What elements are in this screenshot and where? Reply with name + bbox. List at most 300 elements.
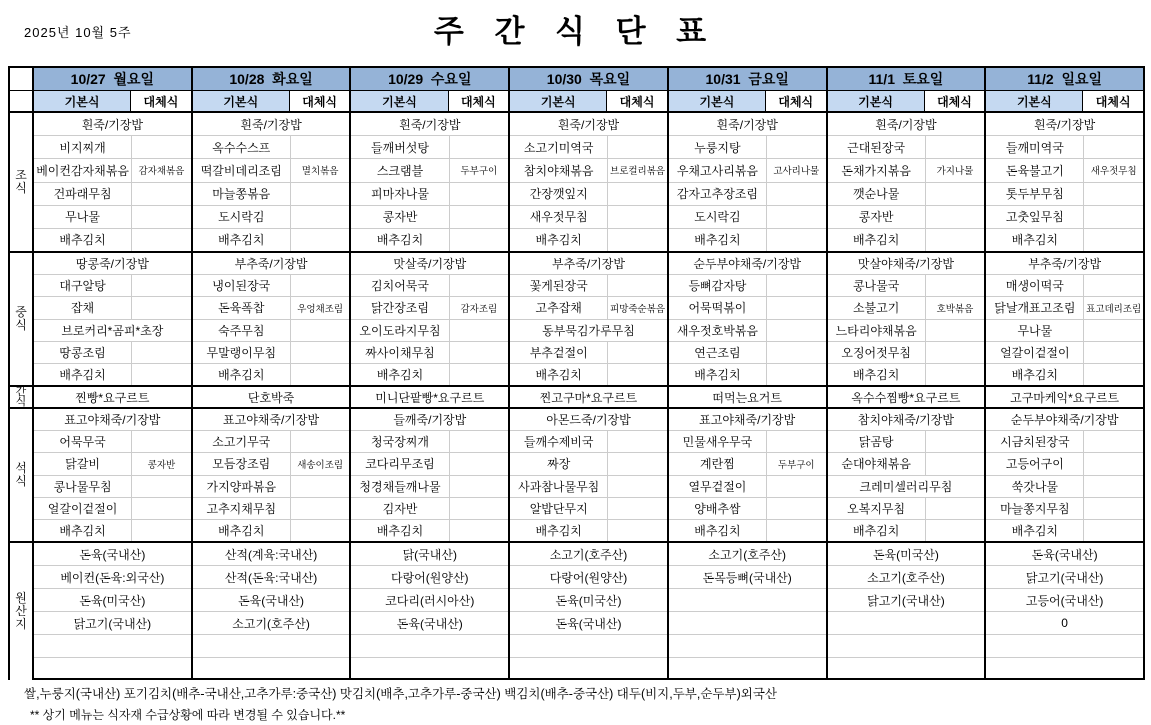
menu-item-alt (1083, 431, 1143, 452)
menu-row (669, 113, 826, 135)
day-section-lunch (349, 253, 508, 385)
menu-row (193, 296, 350, 318)
menu-row (351, 363, 508, 385)
basic-meal-header: 기본식 (193, 91, 290, 111)
menu-row (193, 319, 350, 341)
day-section-breakfast (349, 113, 508, 251)
corner-cell (10, 91, 32, 111)
origin-item: 코다리(러시아산) (351, 588, 508, 611)
day-header-10-29: 10/29 수요일 (349, 68, 508, 90)
menu-item-alt (925, 364, 985, 385)
menu-row (34, 228, 191, 251)
menu-item-alt (766, 183, 826, 205)
menu-row (510, 228, 667, 251)
footer-change-notice: ** 상기 메뉴는 식자재 수급상황에 따라 변경될 수 있습니다.** (30, 708, 346, 722)
menu-item-alt (766, 342, 826, 363)
menu-item-alt (290, 183, 350, 205)
origin-item (669, 588, 826, 611)
origin-item: 다랑어(원양산) (510, 565, 667, 588)
menu-item-main: 고춧잎무침 (1005, 210, 1064, 225)
menu-item-main: 배추김치 (694, 367, 741, 382)
menu-item-main: 돈채가지볶음 (841, 163, 911, 178)
day-section-dinner (32, 409, 191, 541)
menu-item-alt: 멸치볶음 (290, 159, 350, 181)
menu-item-alt (131, 229, 191, 251)
menu-row (351, 158, 508, 181)
menu-item-alt (290, 136, 350, 158)
menu-item-alt (131, 431, 191, 452)
menu-item-alt (766, 476, 826, 497)
meal-type-header (984, 91, 1143, 111)
day-header-11-1: 11/1 토요일 (826, 68, 985, 90)
menu-item-alt (925, 320, 985, 341)
page-title: 주 간 식 단 표 (433, 14, 718, 49)
menu-item-main: 참치야채죽/기장밥 (857, 413, 954, 428)
menu-item-main: 우채고사리볶음 (676, 163, 758, 178)
weekly-menu-table (8, 66, 1145, 680)
menu-item-main: 도시락김 (694, 210, 741, 225)
menu-row (986, 205, 1143, 228)
menu-item-alt (290, 229, 350, 251)
menu-row (669, 253, 826, 274)
basic-meal-header: 기본식 (34, 91, 131, 111)
menu-row (828, 363, 985, 385)
section-label-origin: 원 산 지 (10, 543, 32, 680)
menu-item-alt (607, 498, 667, 519)
menu-item-alt (607, 275, 667, 296)
meal-type-header (826, 91, 985, 111)
day-section-breakfast (32, 113, 191, 251)
menu-row (986, 158, 1143, 181)
origin-item: 닭고기(국내산) (828, 588, 985, 611)
menu-item-main: 고추지채무침 (206, 501, 277, 516)
menu-item-alt (1083, 453, 1143, 474)
menu-row (193, 409, 350, 430)
origin-item: 다랑어(원양산) (351, 565, 508, 588)
menu-item-main: 배추김치 (535, 523, 582, 538)
snack-item: 떠먹는요거트 (712, 390, 782, 405)
origin-item: 닭고기(국내산) (986, 565, 1143, 588)
menu-item-alt (925, 453, 985, 474)
menu-item-alt (925, 520, 985, 541)
menu-item-alt (1083, 476, 1143, 497)
menu-item-main: 돈육불고기 (1005, 163, 1064, 178)
day-section-dinner (191, 409, 350, 541)
menu-item-main: 배추김치 (376, 367, 424, 382)
menu-item-alt (1083, 275, 1143, 296)
menu-item-main: 피마자나물 (371, 187, 429, 202)
day-section-snack (191, 387, 350, 407)
menu-row (193, 228, 350, 251)
menu-item-main: 동부묵김가루무침 (542, 323, 635, 338)
menu-item-main: 민물새우무국 (682, 435, 753, 450)
menu-item-alt (766, 498, 826, 519)
menu-row (34, 135, 191, 158)
menu-item-alt (766, 364, 826, 385)
section-origin (10, 541, 1143, 680)
day-section-origin (32, 543, 191, 680)
menu-item-alt (290, 498, 350, 519)
menu-item-alt: 우엉채조림 (290, 297, 350, 318)
menu-item-alt (766, 275, 826, 296)
menu-item-main: 알밥단무지 (529, 501, 588, 516)
day-section-dinner (826, 409, 985, 541)
menu-item-main: 부추죽/기장밥 (1028, 257, 1102, 272)
menu-item-main: 오복지무침 (847, 501, 906, 516)
menu-item-main: 매생이떡국 (1005, 279, 1064, 294)
menu-row (828, 497, 985, 519)
menu-item-alt (449, 342, 509, 363)
menu-item-main: 오징어젓무침 (841, 345, 911, 360)
menu-row (828, 113, 985, 135)
menu-row (510, 363, 667, 385)
menu-row (986, 341, 1143, 363)
menu-item-alt (449, 275, 509, 296)
menu-item-alt (1083, 206, 1143, 228)
menu-item-main: 얼갈이겉절이 (1000, 345, 1070, 360)
menu-item-main: 시금치된장국 (1000, 435, 1070, 450)
day-header-10-27: 10/27 월요일 (32, 68, 191, 90)
menu-row (351, 205, 508, 228)
menu-item-main: 등뼈감자탕 (688, 279, 747, 294)
menu-row (510, 519, 667, 541)
menu-row (193, 182, 350, 205)
menu-row (510, 113, 667, 135)
menu-row (986, 253, 1143, 274)
menu-item-alt (449, 229, 509, 251)
meal-type-header (32, 91, 191, 111)
menu-item-main: 맛살야채죽/기장밥 (857, 257, 954, 272)
menu-item-main: 톳두부무침 (1005, 187, 1064, 202)
alt-meal-header: 대체식 (766, 91, 826, 111)
menu-item-alt (925, 342, 985, 363)
origin-item: 돈육(국내산) (1031, 547, 1098, 562)
menu-item-alt: 감자채볶음 (131, 159, 191, 181)
day-section-lunch (984, 253, 1143, 385)
menu-row (510, 497, 667, 519)
origin-item: 0 (986, 611, 1143, 634)
menu-item-alt: 피망죽순볶음 (607, 297, 667, 318)
menu-item-alt (290, 364, 350, 385)
menu-item-main: 흰죽/기장밥 (716, 117, 778, 132)
menu-item-main: 콩나물무침 (53, 479, 112, 494)
menu-item-main: 건파래무침 (53, 187, 112, 202)
menu-item-main: 얼갈이겉절이 (47, 501, 118, 516)
day-section-dinner (508, 409, 667, 541)
menu-row (351, 519, 508, 541)
menu-item-main: 순두부야채죽/기장밥 (1010, 413, 1119, 428)
origin-item (510, 634, 667, 657)
menu-item-alt (925, 431, 985, 452)
day-header-10-28: 10/28 화요일 (191, 68, 350, 90)
menu-row (193, 363, 350, 385)
menu-item-alt (607, 520, 667, 541)
section-lunch (10, 251, 1143, 385)
menu-item-alt (449, 498, 509, 519)
day-section-origin (984, 543, 1143, 680)
menu-item-alt (766, 297, 826, 318)
menu-item-main: 연근조림 (694, 345, 741, 360)
menu-item-alt (766, 136, 826, 158)
menu-item-alt: 고사리나물 (766, 159, 826, 181)
menu-row (828, 228, 985, 251)
menu-item-alt (1083, 498, 1143, 519)
menu-item-main: 마늘쫑볶음 (212, 187, 271, 202)
menu-row (510, 253, 667, 274)
menu-item-main: 고등어구이 (1005, 457, 1064, 472)
day-section-origin (667, 543, 826, 680)
menu-row (510, 274, 667, 296)
menu-row (986, 363, 1143, 385)
menu-item-main: 새우젓호박볶음 (676, 323, 758, 338)
menu-item-main: 짜장 (547, 457, 571, 472)
menu-item-alt (449, 453, 509, 474)
menu-item-main: 누룽지탕 (694, 140, 741, 155)
menu-item-alt (131, 520, 191, 541)
meal-type-header (667, 91, 826, 111)
alt-meal-header: 대체식 (449, 91, 509, 111)
menu-item-main: 표고야채죽/기장밥 (699, 413, 796, 428)
menu-item-main: 배추김치 (1011, 233, 1059, 248)
menu-row (828, 205, 985, 228)
menu-item-main: 닭갈비 (65, 457, 100, 472)
day-section-snack (984, 387, 1143, 407)
menu-row (669, 519, 826, 541)
menu-item-main: 배추김치 (59, 233, 106, 248)
origin-item: 돈목등뼈(국내산) (669, 565, 826, 588)
menu-item-main: 배추김치 (694, 233, 741, 248)
menu-item-alt (131, 364, 191, 385)
menu-item-alt: 새우젓무침 (1083, 159, 1143, 181)
menu-item-main: 땅콩죽/기장밥 (75, 257, 149, 272)
origin-item: 소고기(호주산) (549, 547, 628, 562)
menu-item-main: 배추김치 (218, 233, 265, 248)
menu-row (828, 519, 985, 541)
menu-row (193, 497, 350, 519)
menu-item-main: 부추죽/기장밥 (552, 257, 625, 272)
menu-item-main: 배추김치 (535, 233, 582, 248)
alt-meal-header: 대체식 (607, 91, 667, 111)
menu-item-main: 계란찜 (700, 457, 735, 472)
menu-row (193, 341, 350, 363)
menu-row (351, 452, 508, 474)
menu-item-alt (925, 229, 985, 251)
day-section-dinner (667, 409, 826, 541)
menu-row (986, 182, 1143, 205)
menu-item-main: 배추김치 (852, 233, 900, 248)
menu-row (986, 113, 1143, 135)
day-section-lunch (826, 253, 985, 385)
menu-row (351, 182, 508, 205)
menu-row (510, 296, 667, 318)
menu-row (34, 475, 191, 497)
menu-row (34, 341, 191, 363)
menu-row (193, 158, 350, 181)
day-section-snack (349, 387, 508, 407)
menu-item-alt (1083, 183, 1143, 205)
menu-row (193, 274, 350, 296)
section-breakfast (10, 111, 1143, 251)
meal-type-header (508, 91, 667, 111)
menu-item-main: 무나물 (1017, 323, 1053, 338)
menu-item-main: 도시락김 (218, 210, 265, 225)
menu-row (986, 274, 1143, 296)
menu-item-main: 모듬장조림 (212, 457, 271, 472)
alt-meal-header: 대체식 (1083, 91, 1143, 111)
menu-item-main: 닭날개표고조림 (994, 301, 1076, 316)
menu-item-alt (131, 342, 191, 363)
section-label-breakfast: 조 식 (10, 113, 32, 251)
menu-row (193, 452, 350, 474)
menu-item-main: 표고야채죽/기장밥 (223, 413, 320, 428)
basic-meal-header: 기본식 (828, 91, 925, 111)
basic-meal-header: 기본식 (510, 91, 607, 111)
menu-item-main: 참치야채볶음 (523, 163, 594, 178)
menu-item-alt (449, 520, 509, 541)
menu-row (510, 319, 667, 341)
menu-row (828, 341, 985, 363)
snack-item: 단호박죽 (247, 390, 295, 405)
basic-meal-header: 기본식 (351, 91, 448, 111)
basic-meal-header: 기본식 (669, 91, 766, 111)
menu-row (828, 158, 985, 181)
origin-item: 돈육(미국산) (872, 547, 939, 562)
menu-row (351, 274, 508, 296)
origin-item: 산적(계육:국내산) (224, 547, 318, 562)
menu-row (986, 319, 1143, 341)
origin-item: 돈육(국내산) (351, 611, 508, 634)
menu-item-alt (1083, 364, 1143, 385)
menu-item-main: 배추김치 (852, 367, 900, 382)
menu-item-alt (607, 453, 667, 474)
menu-row (669, 205, 826, 228)
meal-type-header-row (10, 91, 1143, 111)
menu-item-main: 무말랭이무침 (206, 345, 277, 360)
menu-row (34, 158, 191, 181)
menu-item-alt (925, 183, 985, 205)
origin-item (34, 634, 191, 657)
menu-item-main: 떡갈비데리조림 (200, 163, 282, 178)
menu-row (510, 430, 667, 452)
menu-item-alt (925, 136, 985, 158)
menu-item-main: 소고기무국 (212, 435, 271, 450)
menu-row (510, 205, 667, 228)
menu-item-main: 꽃게된장국 (529, 279, 588, 294)
snack-item: 옥수수찜빵*요구르트 (851, 390, 961, 405)
day-section-breakfast (984, 113, 1143, 251)
menu-item-alt (1083, 320, 1143, 341)
menu-item-main: 비지찌개 (59, 140, 106, 155)
basic-meal-header: 기본식 (986, 91, 1083, 111)
section-label-lunch: 중 식 (10, 253, 32, 385)
menu-row (669, 341, 826, 363)
origin-item (828, 657, 985, 680)
menu-row (828, 409, 985, 430)
menu-row (34, 253, 191, 274)
menu-row (351, 341, 508, 363)
menu-row (828, 452, 985, 474)
menu-item-alt: 감자조림 (449, 297, 509, 318)
menu-row (34, 363, 191, 385)
origin-item: 소고기(호주산) (708, 547, 786, 562)
menu-item-main: 배추김치 (852, 523, 900, 538)
menu-row (510, 409, 667, 430)
menu-item-main: 배추김치 (59, 523, 106, 538)
menu-row (510, 182, 667, 205)
menu-row (669, 228, 826, 251)
day-section-origin (508, 543, 667, 680)
menu-row (34, 319, 191, 341)
menu-item-alt (131, 275, 191, 296)
menu-row (510, 158, 667, 181)
menu-item-main: 배추김치 (1011, 367, 1059, 382)
menu-item-main: 느타리야채볶음 (835, 323, 917, 338)
menu-item-alt (766, 229, 826, 251)
menu-row (828, 319, 985, 341)
menu-item-main: 양배추쌈 (694, 501, 741, 516)
menu-row (351, 319, 508, 341)
day-section-lunch (667, 253, 826, 385)
menu-row (34, 296, 191, 318)
menu-item-main: 깻순나물 (852, 187, 900, 202)
menu-item-main: 옥수수스프 (212, 140, 271, 155)
section-snack (10, 385, 1143, 407)
menu-item-alt (607, 206, 667, 228)
menu-item-alt (290, 431, 350, 452)
menu-row (828, 296, 985, 318)
menu-item-main: 김치어묵국 (371, 279, 429, 294)
menu-row (986, 409, 1143, 430)
day-section-dinner (349, 409, 508, 541)
menu-item-alt (131, 297, 191, 318)
menu-row (669, 135, 826, 158)
menu-item-main: 브로커리*곰피*초장 (61, 323, 164, 338)
menu-row (669, 430, 826, 452)
menu-row (986, 519, 1143, 541)
menu-item-main: 순대야채볶음 (841, 457, 911, 472)
menu-row (351, 135, 508, 158)
menu-item-main: 부추겉절이 (529, 345, 588, 360)
menu-item-main: 감자고추장조림 (676, 187, 758, 202)
day-header-10-31: 10/31 금요일 (667, 68, 826, 90)
menu-item-alt (131, 498, 191, 519)
menu-row (351, 228, 508, 251)
menu-row (986, 452, 1143, 474)
menu-row (193, 475, 350, 497)
menu-item-main: 간장깻잎지 (529, 187, 588, 202)
origin-item (669, 634, 826, 657)
day-section-lunch (32, 253, 191, 385)
menu-item-main: 고추잡채 (535, 301, 582, 316)
menu-row (669, 363, 826, 385)
menu-item-main: 땅콩조림 (59, 345, 106, 360)
menu-item-alt (290, 275, 350, 296)
menu-item-main: 흰죽/기장밥 (875, 117, 937, 132)
menu-item-main: 크레미셀러리무침 (859, 479, 953, 494)
day-section-origin (349, 543, 508, 680)
origin-item (193, 634, 350, 657)
menu-row (193, 430, 350, 452)
menu-row (510, 135, 667, 158)
origin-item (351, 634, 508, 657)
week-label: 2025년 10월 5주 (24, 25, 132, 40)
menu-item-main: 흰죽/기장밥 (240, 117, 302, 132)
menu-item-alt (449, 476, 509, 497)
menu-item-main: 청국장찌개 (371, 435, 429, 450)
snack-item: 미니단팥빵*요구르트 (375, 390, 485, 405)
menu-row (193, 205, 350, 228)
menu-item-alt: 두부구이 (766, 453, 826, 474)
